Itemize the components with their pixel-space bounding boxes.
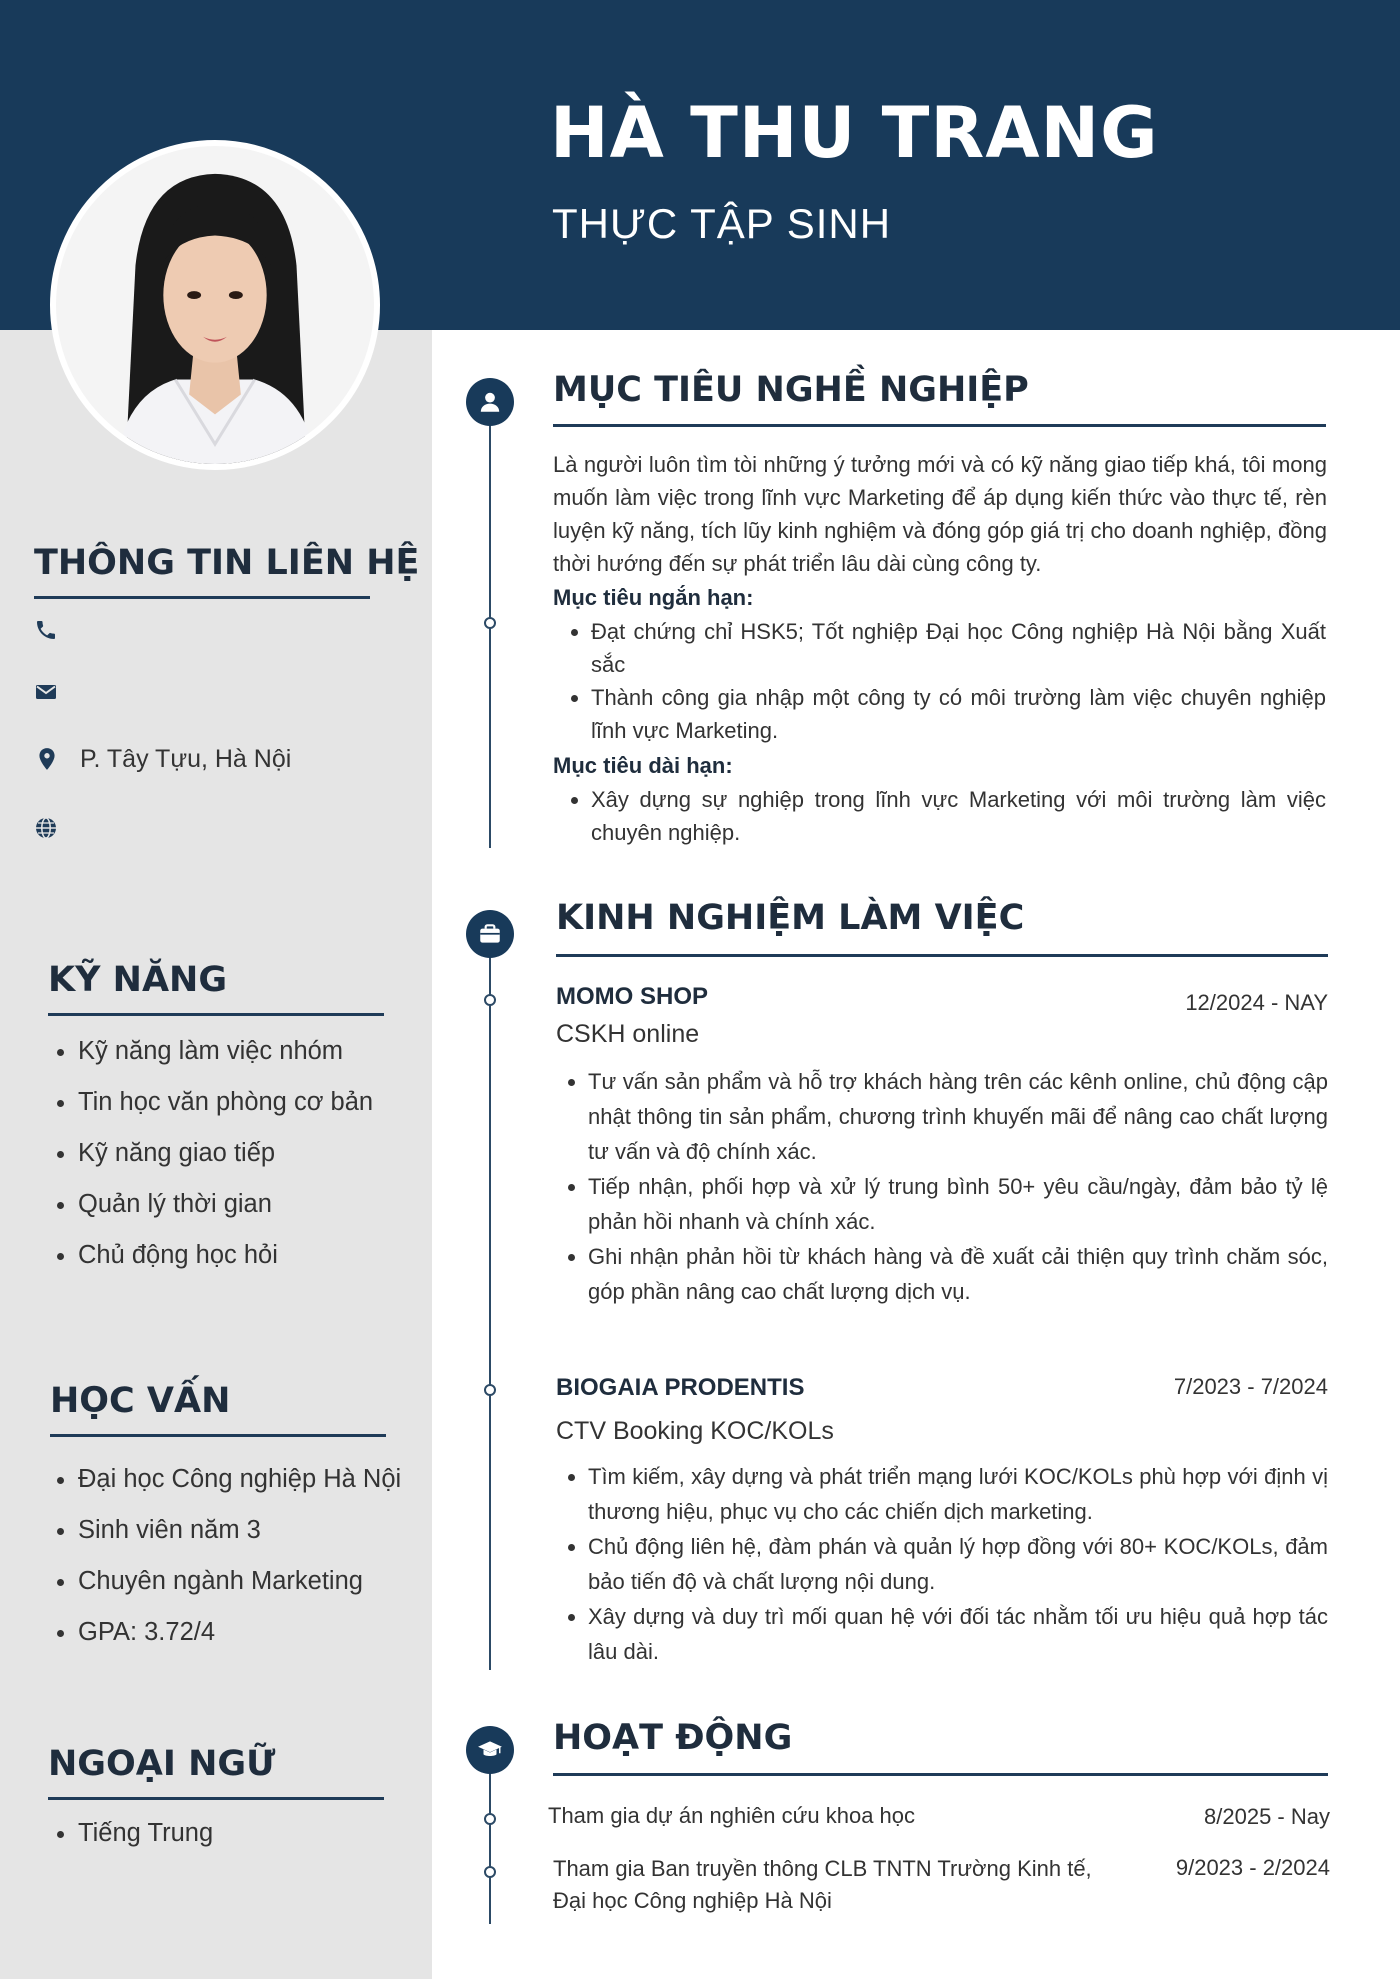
list-item: • Chuyên ngành Marketing <box>78 1568 401 1594</box>
long-term-list <box>553 783 1326 849</box>
languages-list <box>48 1820 213 1871</box>
activities-section-icon <box>466 1726 514 1774</box>
graduation-cap-icon <box>477 1737 503 1763</box>
globe-icon <box>34 816 58 840</box>
objective-title: MỤC TIÊU NGHỀ NGHIỆP <box>553 370 1029 410</box>
list-item: • Kỹ năng giao tiếp <box>78 1140 373 1166</box>
contact-divider <box>34 596 370 599</box>
timeline-line <box>489 1756 491 1924</box>
envelope-icon <box>34 680 58 704</box>
contact-phone <box>34 618 78 642</box>
languages-title: NGOẠI NGỮ <box>48 1744 276 1784</box>
job-role: CSKH online <box>556 1020 700 1048</box>
skills-list <box>48 1038 373 1293</box>
contact-title: THÔNG TIN LIÊN HỆ <box>34 543 420 583</box>
profile-photo <box>50 140 380 470</box>
contact-address <box>34 744 291 774</box>
list-item: • Xây dựng và duy trì mối quan hệ với đối tác nhằm tối ưu hiệu quả hợp tác lâu dài. <box>588 1599 1328 1669</box>
list-item: • Kỹ năng làm việc nhóm <box>78 1038 373 1064</box>
timeline-dot <box>484 1813 496 1825</box>
skills-divider <box>48 1013 384 1016</box>
timeline-dot <box>484 617 496 629</box>
list-item: • Sinh viên năm 3 <box>78 1517 401 1543</box>
list-item: • Ghi nhận phản hồi từ khách hàng và đề xuất cải thiện quy trình chăm sóc, góp phần nâng cao chất lượng dịch vụ. <box>588 1239 1328 1309</box>
job-role: CTV Booking KOC/KOLs <box>556 1417 834 1445</box>
list-item: • Tư vấn sản phẩm và hỗ trợ khách hàng trên các kênh online, chủ động cập nhật thông tin sản phẩm, chương trình khuyến mãi để nâng cao chất lượng tư vấn và độ chính xác. <box>588 1064 1328 1169</box>
job-company: BIOGAIA PRODENTIS <box>556 1374 805 1401</box>
list-item: • Xây dựng sự nghiệp trong lĩnh vực Marketing với môi trường làm việc chuyên nghiệp. <box>591 783 1326 849</box>
experience-section-icon <box>466 910 514 958</box>
list-item: • Đại học Công nghiệp Hà Nội <box>78 1466 401 1492</box>
list-item: • Đạt chứng chỉ HSK5; Tốt nghiệp Đại học Công nghiệp Hà Nội bằng Xuất sắc <box>591 615 1326 681</box>
list-item: • Quản lý thời gian <box>78 1191 373 1217</box>
timeline-dot <box>484 1384 496 1396</box>
timeline-dot <box>484 994 496 1006</box>
education-list <box>48 1466 401 1670</box>
education-title: HỌC VẤN <box>50 1381 231 1421</box>
experience-title: KINH NGHIỆM LÀM VIỆC <box>556 898 1025 938</box>
timeline-dot <box>484 1866 496 1878</box>
contact-website <box>34 816 78 840</box>
contact-email <box>34 680 78 704</box>
job-company: MOMO SHOP <box>556 983 709 1010</box>
experience-divider <box>556 954 1328 957</box>
list-item: • Tiếp nhận, phối hợp và xử lý trung bình 50+ yêu cầu/ngày, đảm bảo tỷ lệ phản hồi nhanh và chính xác. <box>588 1169 1328 1239</box>
list-item: • Tin học văn phòng cơ bản <box>78 1089 373 1115</box>
short-term-list <box>553 615 1326 747</box>
timeline-line <box>489 940 491 1670</box>
briefcase-icon <box>477 921 503 947</box>
list-item: • Chủ động học hỏi <box>78 1242 373 1268</box>
list-item: • Thành công gia nhập một công ty có môi trường làm việc chuyên nghiệp lĩnh vực Marketing. <box>591 681 1326 747</box>
phone-icon <box>34 618 58 642</box>
job-bullets <box>550 1459 1328 1669</box>
activities-title: HOẠT ĐỘNG <box>553 1718 793 1758</box>
activity-date: 8/2025 - Nay <box>1204 1804 1330 1829</box>
education-divider <box>50 1434 386 1437</box>
job-bullets <box>550 1064 1328 1309</box>
address-value: P. Tây Tựu, Hà Nội <box>80 744 292 773</box>
list-item: • Chủ động liên hệ, đàm phán và quản lý hợp đồng với 80+ KOC/KOLs, đảm bảo tiến độ và chất lượng nội dung. <box>588 1529 1328 1599</box>
job-date: 7/2023 - 7/2024 <box>1173 1374 1328 1399</box>
candidate-role: THỰC TẬP SINH <box>552 200 892 247</box>
objective-divider <box>553 424 1326 427</box>
location-pin-icon <box>34 744 60 774</box>
job-date: 12/2024 - NAY <box>1185 990 1328 1015</box>
user-icon <box>477 389 503 415</box>
long-term-label: Mục tiêu dài hạn: <box>553 753 733 778</box>
short-term-label: Mục tiêu ngắn hạn: <box>553 585 754 610</box>
list-item: • GPA: 3.72/4 <box>78 1619 401 1645</box>
objective-summary: Là người luôn tìm tòi những ý tưởng mới và có kỹ năng giao tiếp khá, tôi mong muốn làm việc trong lĩnh vực Marketing để áp dụng kiến thức vào thực tế, rèn luyện kỹ năng, tích lũy kinh nghiệm và đóng góp giá trị cho doanh nghiệp, đồng thời hướng đến sự phát triển lâu dài cùng công ty. <box>553 452 1327 576</box>
skills-title: KỸ NĂNG <box>48 960 228 1000</box>
activity-text: Tham gia dự án nghiên cứu khoa học <box>548 1803 916 1828</box>
activity-date: 9/2023 - 2/2024 <box>1175 1855 1330 1880</box>
activities-divider <box>553 1773 1328 1776</box>
candidate-name: HÀ THU TRANG <box>550 92 1159 174</box>
activity-text: Tham gia Ban truyền thông CLB TNTN Trường Kinh tế, Đại học Công nghiệp Hà Nội <box>553 1856 1092 1913</box>
list-item: • Tiếng Trung <box>78 1820 213 1846</box>
profile-photo-illustration <box>56 146 374 464</box>
list-item: • Tìm kiếm, xây dựng và phát triển mạng lưới KOC/KOLs phù hợp với định vị thương hiệu, phục vụ cho các chiến dịch marketing. <box>588 1459 1328 1529</box>
objective-section-icon <box>466 378 514 426</box>
languages-divider <box>48 1797 384 1800</box>
